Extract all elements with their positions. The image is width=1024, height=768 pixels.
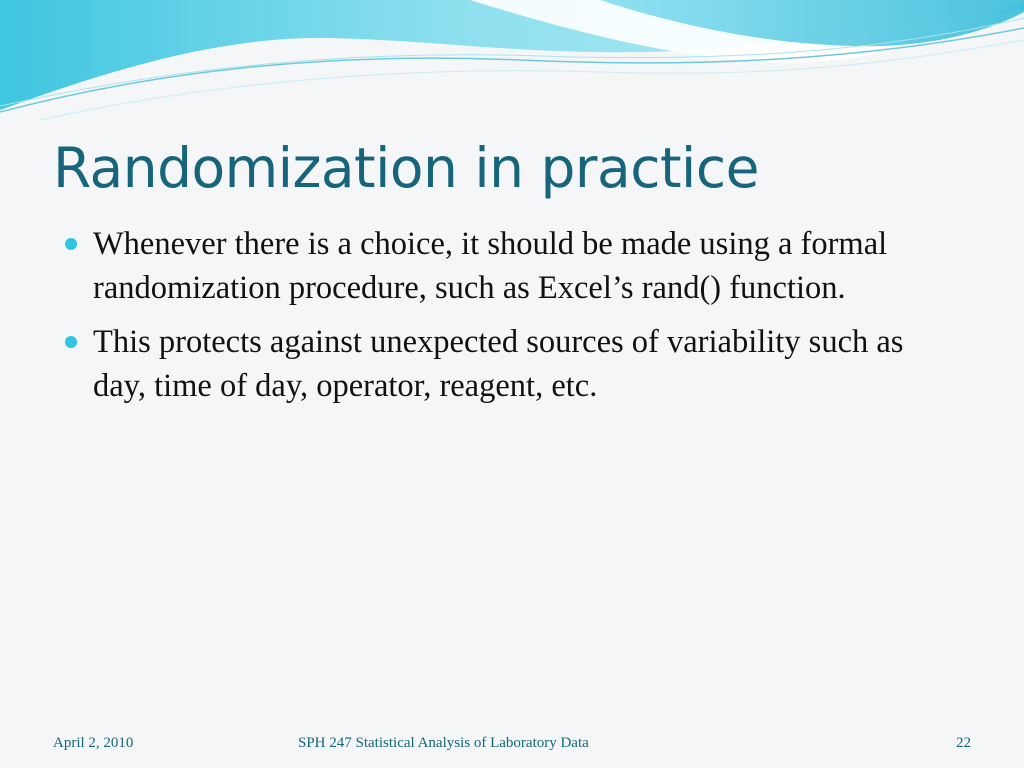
slide-title: Randomization in practice — [53, 136, 759, 200]
bullet-list — [62, 222, 962, 418]
bullet-item — [62, 222, 962, 310]
bullet-item — [62, 320, 962, 408]
footer-course-title: SPH 247 Statistical Analysis of Laboratory Data — [298, 735, 589, 751]
footer-date: April 2, 2010 — [53, 735, 134, 751]
bullet-text: Whenever there is a choice, it should be made using a formal randomization procedure, such as Excel’s rand() function. — [93, 226, 888, 306]
slide-number: 22 — [956, 735, 971, 751]
bullet-dot-icon — [65, 238, 77, 250]
bullet-dot-icon — [65, 336, 77, 348]
decorative-wave-header — [0, 0, 1024, 130]
bullet-text: This protects against unexpected sources of variability such as day, time of day, operator, reagent, etc. — [93, 324, 904, 404]
